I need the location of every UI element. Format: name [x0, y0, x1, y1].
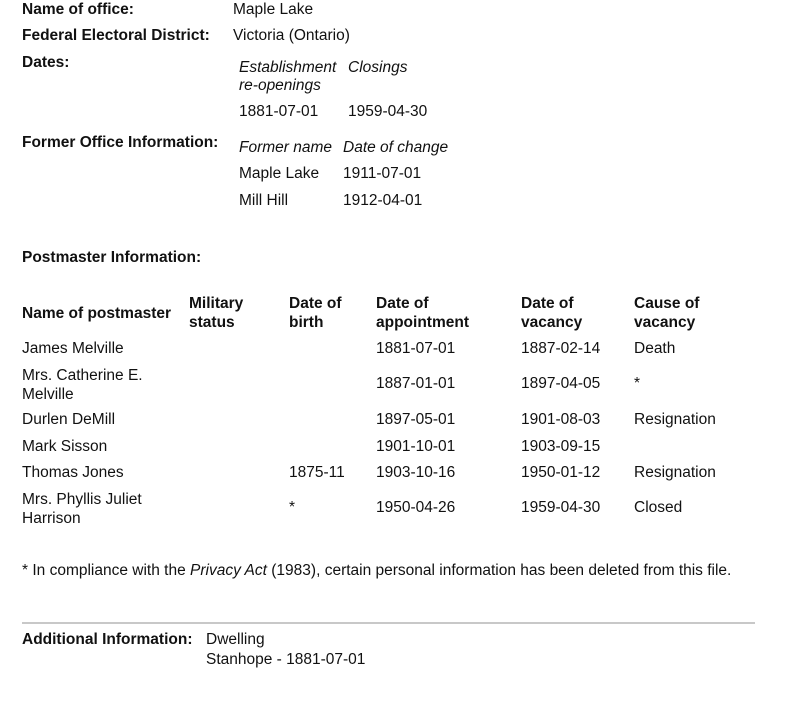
- header-vacancy: vacancy: [521, 314, 583, 331]
- closings-header: Closings: [348, 59, 408, 76]
- header-appointment: appointment: [376, 314, 469, 331]
- postmaster-cause: Resignation: [634, 411, 716, 428]
- establishment-date: 1881-07-01: [239, 103, 319, 120]
- closing-date: 1959-04-30: [348, 103, 428, 120]
- postmaster-vacancy: 1887-02-14: [521, 340, 601, 357]
- district-label: Federal Electoral District:: [22, 27, 210, 44]
- office-name-label: Name of office:: [22, 1, 134, 18]
- header-cause: Cause of: [634, 295, 700, 312]
- additional-info-label: Additional Information:: [22, 631, 193, 648]
- postmaster-cause: Closed: [634, 499, 683, 516]
- postmaster-cause: Resignation: [634, 464, 716, 481]
- section-divider: [22, 622, 755, 624]
- privacy-act-name: Privacy Act: [190, 562, 267, 579]
- postmaster-appointment: 1950-04-26: [376, 499, 456, 516]
- postmaster-name: Mrs. Catherine E. Melville: [22, 367, 143, 403]
- establishment-header: Establishment: [239, 59, 337, 76]
- postmaster-vacancy: 1897-04-05: [521, 375, 601, 392]
- postmaster-vacancy: 1903-09-15: [521, 438, 601, 455]
- office-name-value: Maple Lake: [233, 1, 314, 18]
- header-cause: vacancy: [634, 314, 696, 331]
- postmaster-appointment: 1901-10-01: [376, 438, 456, 455]
- postmaster-cause: Death: [634, 340, 676, 357]
- postmaster-appointment: 1897-05-01: [376, 411, 456, 428]
- privacy-note-prefix: * In compliance with the: [22, 562, 191, 579]
- postmaster-name: Durlen DeMill: [22, 411, 116, 428]
- postmaster-appointment: 1887-01-01: [376, 375, 456, 392]
- postmaster-cause: *: [634, 375, 641, 392]
- reopenings-header: re-openings: [239, 77, 321, 94]
- district-value: Victoria (Ontario): [233, 27, 350, 44]
- header-vacancy: Date of: [521, 295, 574, 312]
- additional-info-line: Dwelling: [206, 631, 265, 648]
- additional-info-line: Stanhope - 1881-07-01: [206, 651, 366, 668]
- privacy-note: [22, 561, 747, 580]
- privacy-note-suffix: (1983), certain personal information has been deleted from this file.: [266, 562, 732, 579]
- former-date: 1911-07-01: [343, 165, 422, 182]
- former-office-label: Former Office Information:: [22, 134, 219, 151]
- postmaster-appointment: 1881-07-01: [376, 340, 456, 357]
- postmaster-name: James Melville: [22, 340, 124, 357]
- former-name-header: Former name: [239, 139, 333, 156]
- postmaster-name: Thomas Jones: [22, 464, 124, 481]
- postmaster-section-title: Postmaster Information:: [22, 249, 202, 266]
- header-military: status: [189, 314, 235, 331]
- postmaster-birth: 1875-11: [289, 464, 345, 481]
- header-name: Name of postmaster: [22, 305, 172, 322]
- postmaster-vacancy: 1950-01-12: [521, 464, 601, 481]
- postmaster-vacancy: 1959-04-30: [521, 499, 601, 516]
- header-appointment: Date of: [376, 295, 429, 312]
- dates-label: Dates:: [22, 54, 70, 71]
- postmaster-name: Mark Sisson: [22, 438, 108, 455]
- header-birth: birth: [289, 314, 324, 331]
- date-of-change-header: Date of change: [343, 139, 449, 156]
- header-military: Military: [189, 295, 244, 312]
- postmaster-appointment: 1903-10-16: [376, 464, 456, 481]
- postmaster-birth: *: [289, 499, 296, 516]
- postmaster-name: Mrs. Phyllis Juliet Harrison: [22, 491, 142, 527]
- former-name: Maple Lake: [239, 165, 320, 182]
- postmaster-vacancy: 1901-08-03: [521, 411, 601, 428]
- former-date: 1912-04-01: [343, 192, 423, 209]
- header-birth: Date of: [289, 295, 342, 312]
- former-name: Mill Hill: [239, 192, 289, 209]
